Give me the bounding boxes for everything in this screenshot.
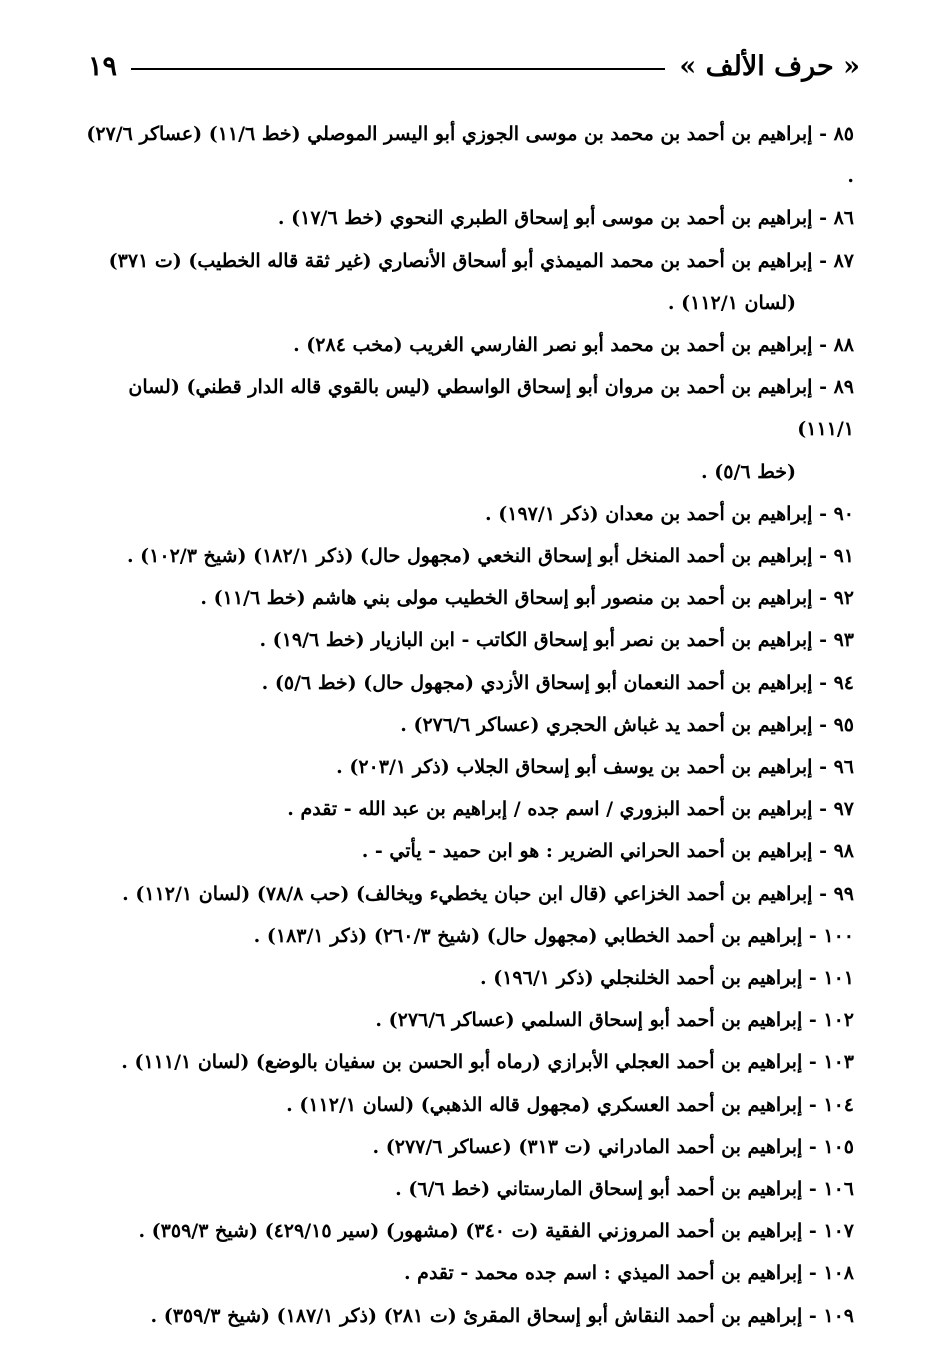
header-rule [131, 68, 665, 70]
entry-text: ١٠٣ - إبراهيم بن أحمد العجلي الأبرازي (رماه أبو الحسن بن سفيان بالوضع) (لسان ١١١/١) . [121, 1051, 854, 1074]
entry-text: ١٠٠ - إبراهيم بن أحمد الخطابي (مجهول حال) (شيخ ٢٦٠/٣) (ذكر ١٨٣/١) . [253, 924, 854, 947]
entry-102 [84, 999, 854, 1041]
entry-91 [84, 535, 854, 577]
entry-text: ٨٨ - إبراهيم بن أحمد بن محمد أبو نصر الفارسي الغريب (مخب ٢٨٤) . [293, 334, 854, 357]
entry-text: ٩٧ - إبراهيم بن أحمد البزوري / اسم جده / إبراهيم بن عبد الله - تقدم . [287, 798, 854, 821]
entry-108 [84, 1252, 854, 1294]
entry-text: ١٠٨ - إبراهيم بن أحمد الميذي : اسم جده محمد - تقدم . [403, 1262, 854, 1285]
entry-continuation: (لسان ١١٢/١) . [667, 291, 796, 314]
entry-list [79, 113, 854, 1337]
entry-90 [84, 493, 854, 535]
entry-94 [84, 662, 854, 704]
entry-92 [84, 577, 854, 619]
entry-95 [84, 704, 854, 746]
entry-105 [84, 1126, 854, 1168]
entry-88 [84, 324, 854, 366]
entry-103 [84, 1041, 854, 1083]
entry-106 [84, 1168, 854, 1210]
entry-96 [84, 746, 854, 788]
entry-98 [84, 830, 854, 872]
entry-text: ٩٩ - إبراهيم بن أحمد الخزاعي (قال ابن حبان يخطيء ويخالف) (حب ٧٨/٨) (لسان ١١٢/١) . [122, 882, 854, 905]
entry-text: ٩٤ - إبراهيم بن أحمد النعمان أبو إسحاق الأزدي (مجهول حال) (خط ٥/٦) . [261, 671, 854, 694]
entry-text: ١٠٤ - إبراهيم بن أحمد العسكري (مجهول قاله الذهبي) (لسان ١١٢/١) . [286, 1093, 854, 1116]
entry-text: ٨٥ - إبراهيم بن أحمد بن محمد بن موسى الجوزي أبو اليسر الموصلي (خط ١١/٦) (عساكر ٢٧/٦) . [79, 123, 854, 188]
entry-text: ١٠٢ - إبراهيم بن أحمد أبو إسحاق السلمي (عساكر ٢٧٦/٦) . [375, 1009, 854, 1032]
entry-93 [84, 619, 854, 661]
entry-text: ٩٨ - إبراهيم بن أحمد الحراني الضرير : هو ابن حميد - يأتي - . [361, 840, 854, 863]
entry-text: ٨٩ - إبراهيم بن أحمد بن مروان أبو إسحاق الواسطي (ليس بالقوي قاله الدار قطني) (لسان ١١١/١) [121, 376, 854, 441]
entry-text: ٩٣ - إبراهيم بن أحمد بن نصر أبو إسحاق الكاتب - ابن البازيار (خط ١٩/٦) . [259, 629, 854, 652]
entry-text: ٩٢ - إبراهيم بن أحمد بن منصور أبو إسحاق الخطيب مولى بني هاشم (خط ١١/٦) . [200, 587, 854, 610]
entry-text: ٨٦ - إبراهيم بن أحمد بن موسى أبو إسحاق الطبري النحوي (خط ١٧/٦) . [277, 207, 854, 230]
entry-text: ٩٦ - إبراهيم بن أحمد بن يوسف أبو إسحاق الجلاب (ذكر ٢٠٣/١) . [336, 756, 854, 779]
entry-continuation: (خط ٥/٦) . [701, 460, 796, 483]
page-number: ١٩ [88, 50, 118, 82]
entry-text: ١٠١ - إبراهيم بن أحمد الخلنجلي (ذكر ١٩٦/١) . [479, 967, 854, 990]
entry-text: ٩٠ - إبراهيم بن أحمد بن معدان (ذكر ١٩٧/١) . [485, 502, 854, 525]
entry-109 [84, 1295, 854, 1337]
entry-87 [84, 240, 854, 324]
entry-text: ٩٥ - إبراهيم بن أحمد يد غباش الحجري (عساكر ٢٧٦/٦) . [400, 713, 854, 736]
entry-text: ١٠٧ - إبراهيم بن أحمد المروزني الفقية (ت ٣٤٠) (مشهور) (سير ٤٢٩/١٥) (شيخ ٣٥٩/٣) . [138, 1220, 854, 1243]
entry-text: ١٠٥ - إبراهيم بن أحمد المادراني (ت ٣١٣) (عساكر ٢٧٧/٦) . [372, 1135, 854, 1158]
entry-101 [84, 957, 854, 999]
entry-107 [84, 1210, 854, 1252]
entry-97 [84, 788, 854, 830]
entry-text: ٨٧ - إبراهيم بن أحمد بن محمد الميمذي أبو أسحاق الأنصاري (غير ثقة قاله الخطيب) (ت ٣٧١) [108, 249, 854, 272]
entry-99 [84, 873, 854, 915]
page-header [88, 44, 860, 88]
entry-text: ١٠٩ - إبراهيم بن أحمد النقاش أبو إسحاق المقرئ (ت ٢٨١) (ذكر ١٨٧/١) (شيخ ٣٥٩/٣) . [150, 1304, 854, 1327]
entry-text: ٩١ - إبراهيم بن أحمد المنخل أبو إسحاق النخعي (مجهول حال) (ذكر ١٨٢/١) (شيخ ١٠٢/٣) . [126, 545, 854, 568]
entry-89 [84, 366, 854, 493]
entry-85 [79, 113, 854, 197]
entry-text: ١٠٦ - إبراهيم بن أحمد أبو إسحاق المارستاني (خط ٦/٦) . [395, 1178, 854, 1201]
entry-104 [84, 1084, 854, 1126]
entry-86 [84, 197, 854, 239]
entry-100 [84, 915, 854, 957]
chapter-title: « حرف الألف » [679, 50, 860, 82]
